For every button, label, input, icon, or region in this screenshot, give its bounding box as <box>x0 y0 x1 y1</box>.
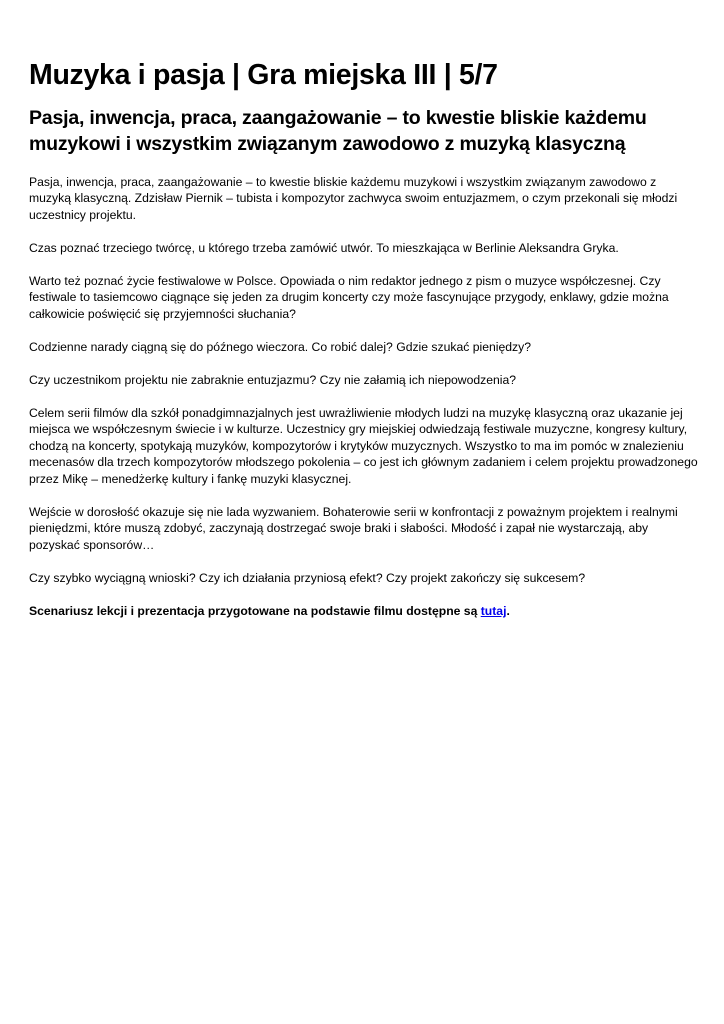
paragraph-questions: Czy szybko wyciągną wnioski? Czy ich działania przyniosą efekt? Czy projekt zakończy się sukcesem? <box>29 570 586 585</box>
page-subtitle: Pasja, inwencja, praca, zaangażowanie – to kwestie bliskie każdemu muzykowi i wszystkim związanym zawodowo z muzyką klasyczną <box>29 107 647 155</box>
paragraph-adulthood: Wejście w dorosłość okazuje się nie lada wyzwaniem. Bohaterowie serii w konfrontacji z poważnym projektem i realnymi pieniędzmi, które muszą zdobyć, zaczynają dostrzegać swoje braki i słabości. Młodość i zapał nie wystarczają, aby pozyskać sponsorów… <box>29 504 678 552</box>
lesson-note-suffix: . <box>506 603 510 618</box>
lesson-materials-link[interactable]: tutaj <box>480 603 507 618</box>
paragraph-enthusiasm: Czy uczestnikom projektu nie zabraknie entuzjazmu? Czy nie załamią ich niepowodzenia? <box>29 372 517 387</box>
article-body <box>29 174 698 620</box>
paragraph-festivals: Warto też poznać życie festiwalowe w Polsce. Opowiada o nim redaktor jednego z pism o muzyce współczesnej. Czy festiwale to tasiemcowo ciągnące się jeden za drugim koncerty czy może fascynujące przygody, enklawy, gdzie można całkowicie poświęcić się przyjemności słuchania? <box>29 273 669 321</box>
lesson-note-text: Scenariusz lekcji i prezentacja przygotowane na podstawie filmu dostępne są <box>29 603 481 618</box>
paragraph-series-goal: Celem serii filmów dla szkół ponadgimnazjalnych jest uwrażliwienie młodych ludzi na muzykę klasyczną oraz ukazanie jej miejsca we współczesnym świecie i w kulturze. Uczestnicy gry miejskiej odwiedzają festiwale muzyczne, kongresy kultury, chodzą na koncerty, spotykają muzyków, kompozytorów i krytyków muzycznych. Wszystko to ma im pomóc w znalezieniu mecenasów dla trzech kompozytorów młodszego pokolenia – co jest ich głównym zadaniem i celem projektu prowadzonego przez Mikę – menedżerkę kultury i fankę muzyki klasycznej. <box>29 405 698 486</box>
paragraph-composer: Czas poznać trzeciego twórcę, u którego trzeba zamówić utwór. To mieszkająca w Berlinie Aleksandra Gryka. <box>29 240 619 255</box>
paragraph-intro: Pasja, inwencja, praca, zaangażowanie – to kwestie bliskie każdemu muzykowi i wszystkim związanym zawodowo z muzyką klasyczną. Zdzisław Piernik – tubista i kompozytor zachwyca swoim entuzjazmem, o czym przekonali się młodzi uczestnicy projektu. <box>29 174 678 222</box>
paragraph-meetings: Codzienne narady ciągną się do późnego wieczora. Co robić dalej? Gdzie szukać pieniędzy? <box>29 339 532 354</box>
page-title: Muzyka i pasja | Gra miejska III | 5/7 <box>29 59 498 91</box>
lesson-note <box>29 603 698 620</box>
